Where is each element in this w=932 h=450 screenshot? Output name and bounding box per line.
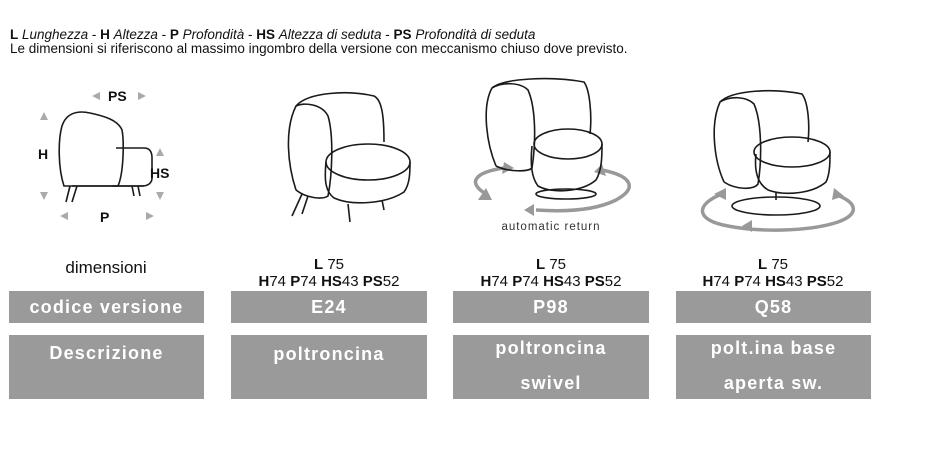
- e24-seat-body: [325, 162, 410, 203]
- p98-arrow-head-1-icon: [502, 162, 514, 174]
- hs-arrow-down-icon: [156, 192, 164, 200]
- dims-p98-l: L 75: [535, 256, 567, 273]
- legend-p-code: P: [169, 27, 179, 42]
- q58-side-panel: [720, 98, 761, 189]
- legend-sep: -: [381, 27, 394, 42]
- q58-seat-top: [754, 137, 830, 167]
- dims-q58-l: L 75: [757, 256, 789, 273]
- legend-sep: -: [157, 27, 170, 42]
- dimension-legend: [10, 28, 535, 42]
- code-p98: P98: [453, 291, 649, 323]
- legend-hs-text: Altezza di seduta: [278, 27, 382, 42]
- dims-e24-l: L 75: [313, 256, 345, 273]
- e24-leg-1: [292, 194, 302, 216]
- dims-p98: [453, 256, 649, 290]
- legend-sep: -: [244, 27, 257, 42]
- side-seat-outline: [112, 148, 152, 186]
- ps-arrow-left-icon: [92, 92, 100, 100]
- p98-back: [486, 79, 591, 166]
- row-label-code: codice versione: [9, 291, 204, 323]
- desc-e24: [231, 335, 427, 399]
- side-view-diagram: [20, 82, 190, 222]
- side-back-outline: [59, 112, 123, 186]
- dims-e24-hps: H74 P74 HS43 PS52: [258, 273, 400, 290]
- legend-h-text: Altezza: [113, 27, 158, 42]
- row-label-description: [9, 335, 204, 399]
- legend-l-code: L: [10, 27, 19, 42]
- legend-h-code: H: [100, 27, 110, 42]
- desc-p98-line-2: swivel: [520, 373, 582, 393]
- legend-hs-code: HS: [256, 27, 275, 42]
- h-arrow-up-icon: [40, 112, 48, 120]
- p98-arrow-head-3-icon: [524, 204, 534, 216]
- ps-arrow-right-icon: [138, 92, 146, 100]
- dimensions-label: dimensioni: [65, 258, 147, 277]
- chair-e24-image: [262, 86, 422, 226]
- chair-p98-image: [456, 76, 646, 236]
- p98-seat-top: [534, 129, 602, 159]
- diagram-label-h: H: [38, 146, 49, 162]
- p98-rotation-arrow-left: [476, 168, 504, 194]
- dims-q58-hps: H74 P74 HS43 PS52: [702, 273, 844, 290]
- desc-p98: [453, 335, 649, 399]
- dims-p98-hps: H74 P74 HS43 PS52: [480, 273, 622, 290]
- desc-q58: [676, 335, 871, 399]
- diagram-label-hs: HS: [150, 165, 170, 181]
- q58-seat-body: [756, 152, 831, 193]
- p-arrow-left-icon: [60, 212, 68, 220]
- e24-seat-top: [326, 144, 410, 180]
- legend-ps-text: Profondità di seduta: [415, 27, 536, 42]
- desc-q58-line-1: polt.ina base: [710, 338, 837, 358]
- chair-q58-image: [688, 86, 860, 236]
- legend-p-text: Profondità: [182, 27, 245, 42]
- dims-q58: [675, 256, 871, 290]
- legend-l-text: Lunghezza: [22, 27, 89, 42]
- p98-seat-body: [531, 144, 602, 191]
- side-front-leg: [66, 186, 70, 202]
- legend-sep: -: [88, 27, 101, 42]
- side-back-leg-2: [138, 186, 140, 196]
- diagram-label-p: P: [100, 209, 110, 222]
- description-label: Descrizione: [49, 343, 164, 363]
- e24-leg-3: [348, 204, 350, 222]
- automatic-return-caption: automatic return: [501, 221, 601, 233]
- legend-ps-code: PS: [393, 27, 412, 42]
- side-front-leg-2: [72, 186, 77, 202]
- diagram-label-ps: PS: [108, 88, 127, 104]
- h-arrow-down-icon: [40, 192, 48, 200]
- p-arrow-right-icon: [146, 212, 154, 220]
- hs-arrow-up-icon: [156, 148, 164, 156]
- e24-back: [288, 93, 384, 190]
- desc-e24-line-1: poltroncina: [273, 344, 385, 364]
- desc-p98-line-1: poltroncina: [495, 338, 607, 358]
- code-e24: E24: [231, 291, 427, 323]
- p98-side-panel: [492, 84, 535, 171]
- code-q58: Q58: [676, 291, 871, 323]
- side-back-leg: [132, 186, 134, 196]
- e24-leg-4: [382, 200, 384, 210]
- dims-e24: [231, 256, 427, 290]
- e24-leg-2: [302, 196, 308, 214]
- dimension-note: Le dimensioni si riferiscono al massimo ingombro della versione con meccanismo chiuso dove previsto.: [10, 41, 628, 56]
- desc-q58-line-2: aperta sw.: [723, 373, 824, 393]
